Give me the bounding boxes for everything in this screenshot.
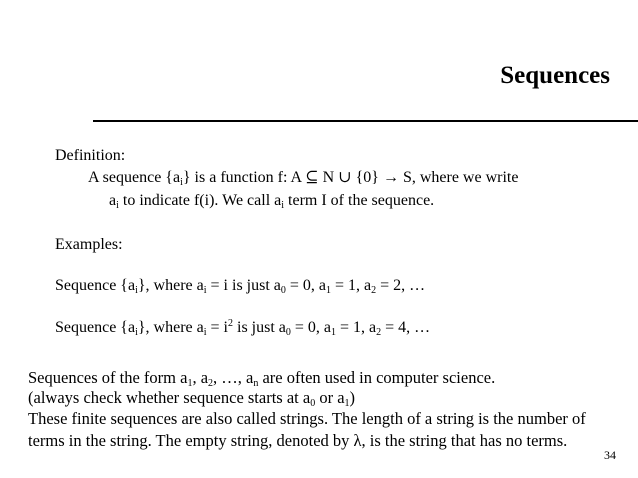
- page-number: 34: [604, 448, 616, 462]
- example-1: Sequence $\{a_i\}$, where $a_i = i$ is just $a_0 = 0$, $a_1 = 1$, $a_2 = 2$, …: [55, 277, 426, 296]
- note-line-3: These finite sequences are also called strings. The length of a string is the number of: [28, 409, 586, 428]
- note-line-2: (always check whether sequence starts at $a_0$ or $a_1$): [28, 388, 356, 409]
- note-line-4: terms in the string. The empty string, denoted by λ, is the string that has no terms.: [28, 431, 568, 450]
- title-underline: [93, 120, 638, 122]
- definition-heading: Definition:: [55, 147, 126, 164]
- example-2: Sequence $\{a_i\}$, where $a_i = i^2$ is just $a_0 = 0$, $a_1 = 1$, $a_2 = 4$, …: [55, 318, 431, 338]
- examples-heading: Examples:: [55, 236, 123, 253]
- definition-line-1: A sequence $\{a_i\}$ is a function f: A ⊆ N ∪ {0} → S, where we write: [88, 169, 519, 188]
- definition-line-2: $a_i$ to indicate f(i). We call $a_i$ term I of the sequence.: [109, 192, 435, 211]
- slide-title: Sequences: [500, 62, 610, 89]
- note-line-1: Sequences of the form $a_1$, $a_2$, …, $a_n$ are often used in computer science.: [28, 368, 496, 389]
